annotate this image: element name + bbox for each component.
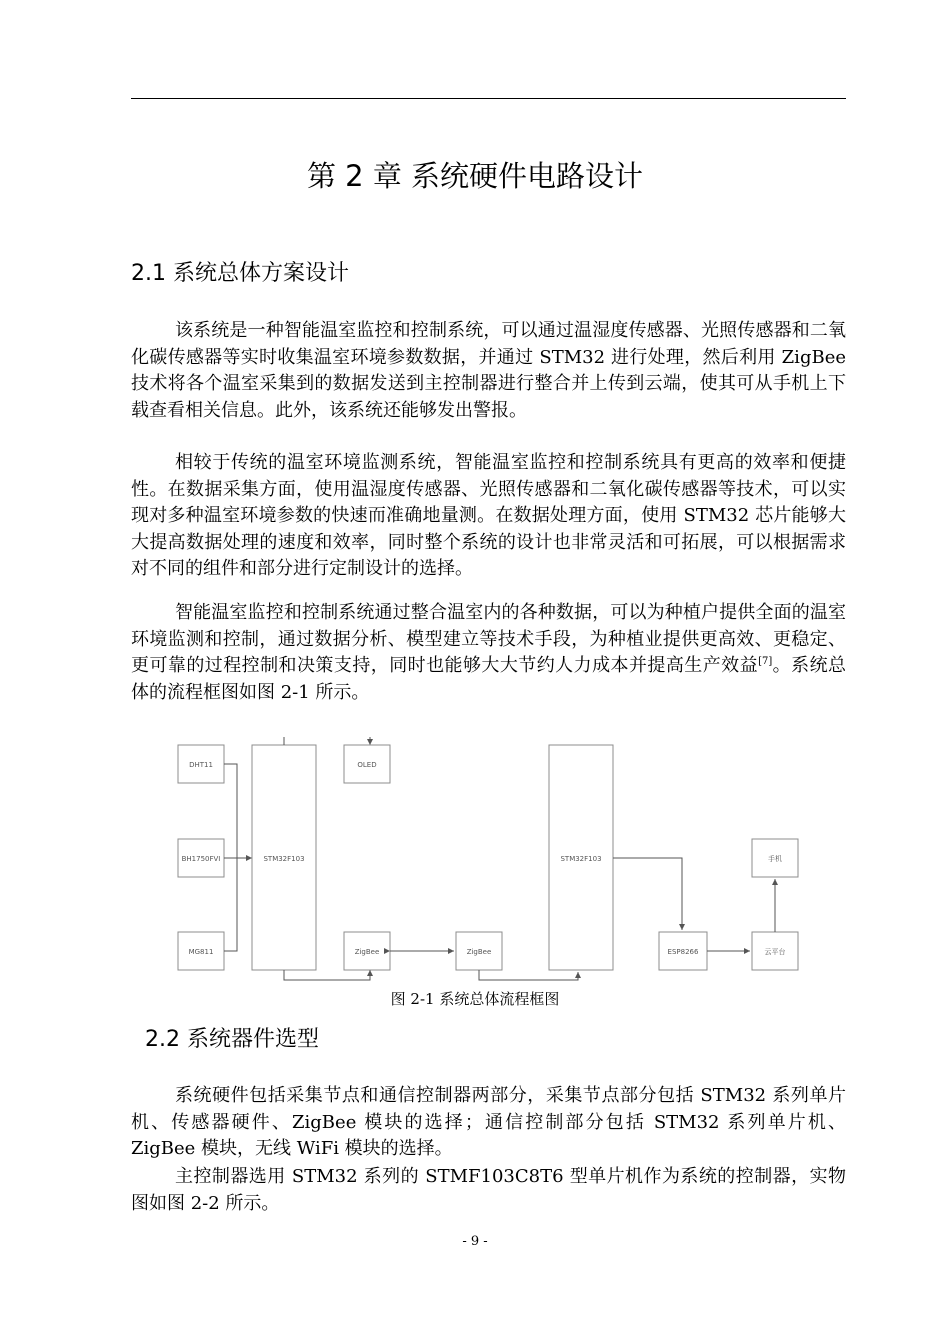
paragraph-integration-tail: 。系统总体的流程框图如图 2-1 所示。 (131, 655, 847, 703)
mcu-to-esp-arrow (613, 858, 682, 930)
bh1750-label: BH1750FVI (181, 855, 221, 863)
chapter-title: 第 2 章 系统硬件电路设计 (306, 159, 644, 193)
dht11-block (178, 745, 224, 783)
phone-block (752, 839, 798, 877)
page-number: - 9 - (462, 1234, 488, 1249)
zigbee-left-label: ZigBee (354, 948, 380, 956)
paragraph-overview: 该系统是一种智能温室监控和控制系统，可以通过温湿度传感器、光照传感器和二氧化碳传感器等实时收集温室环境参数数据，并通过 STM32 进行处理，然后利用 ZigBee 技术将各个温室采集到的数据发送到主控制器进行整合并上传到云端，使其可从手机上下载查看相关信息。此外，该系统还能够发出警报。 (131, 320, 846, 421)
cloud-block (752, 932, 798, 970)
figure-caption: 图 2-1 系统总体流程框图 (390, 990, 560, 1008)
stm32-left-block (252, 745, 316, 970)
esp8266-block (659, 932, 707, 970)
cloud-label: 云平台 (764, 948, 786, 956)
zigbee-left-block (344, 932, 390, 970)
zigbee-right-block (456, 932, 502, 970)
system-block-diagram (176, 737, 806, 987)
section-heading-2-2: 2.2 系统器件选型 (145, 1027, 319, 1052)
mcu-to-oled-arrow (284, 737, 370, 745)
mcu-to-zigbee-arrow (284, 970, 370, 980)
paragraph-integration (131, 600, 846, 706)
phone-label: 手机 (768, 855, 782, 863)
citation-ref: [7] (758, 656, 773, 667)
oled-label: OLED (357, 761, 377, 769)
mg811-block (178, 932, 224, 970)
stm32-right-block (549, 745, 613, 970)
paragraph-hardware: 系统硬件包括采集节点和通信控制器两部分，采集节点部分包括 STM32 系列单片机、传感器硬件、ZigBee 模块的选择；通信控制部分包括 STM32 系列单片机、ZigBee 模块，无线 WiFi 模块的选择。 (131, 1085, 846, 1159)
stm32-right-label: STM32F103 (560, 855, 602, 863)
zigbee-to-mcu-arrow (479, 970, 578, 980)
bh1750-block (178, 839, 224, 877)
esp8266-label: ESP8266 (667, 948, 699, 956)
paragraph-controller: 主控制器选用 STM32 系列的 STMF103C8T6 型单片机作为系统的控制器，实物图如图 2-2 所示。 (131, 1166, 846, 1214)
oled-block (344, 745, 390, 783)
stm32-left-label: STM32F103 (263, 855, 305, 863)
mg811-label: MG811 (188, 948, 214, 956)
paragraph-integration-text: 智能温室监控和控制系统通过整合温室内的各种数据，可以为种植户提供全面的温室环境监测和控制，通过数据分析、模型建立等技术手段，为种植业提供更高效、更稳定、更可靠的过程控制和决策支持，同时也能够大大节约人力成本并提高生产效益 (131, 602, 846, 676)
paragraph-comparison: 相较于传统的温室环境监测系统，智能温室监控和控制系统具有更高的效率和便捷性。在数据采集方面，使用温湿度传感器、光照传感器和二氧化碳传感器等技术，可以实现对多种温室环境参数的快速而准确地量测。在数据处理方面，使用 STM32 芯片能够大大提高数据处理的速度和效率，同时整个系统的设计也非常灵活和可拓展，可以根据需求对不同的组件和部分进行定制设计的选择。 (131, 452, 846, 579)
dht11-label: DHT11 (189, 761, 213, 769)
zigbee-right-label: ZigBee (466, 948, 492, 956)
section-heading-2-1: 2.1 系统总体方案设计 (131, 261, 349, 286)
header-rule (131, 98, 846, 99)
